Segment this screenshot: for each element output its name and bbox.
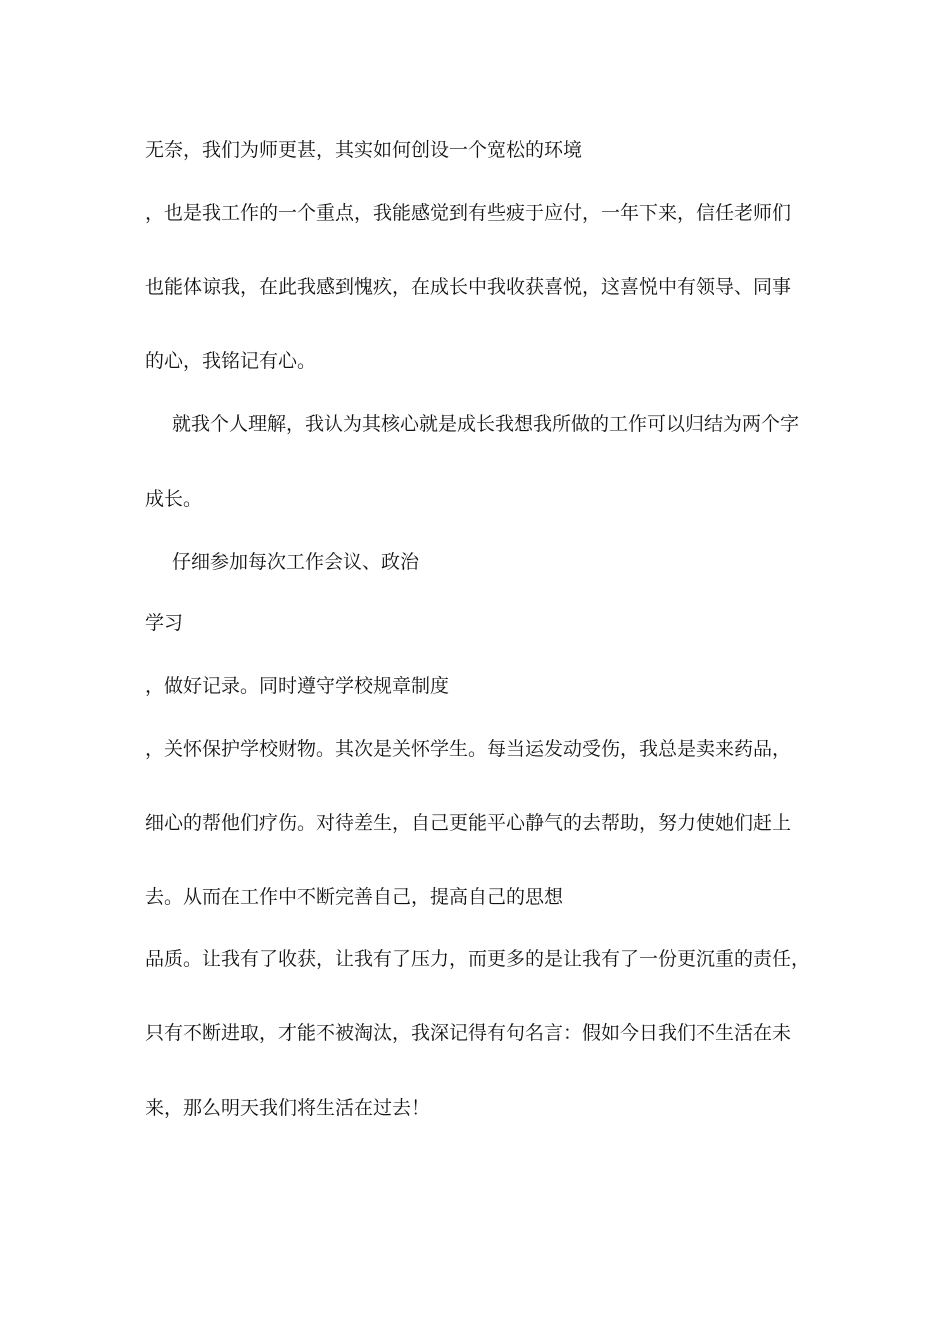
text-line: 学习: [145, 612, 184, 634]
text-line: 品质。让我有了收获，让我有了压力，而更多的是让我有了一份更沉重的责任，: [145, 948, 811, 970]
text-line: 的心，我铭记有心。: [145, 350, 317, 372]
text-line: 去。从而在工作中不断完善自己，提高自己的思想: [145, 886, 564, 908]
text-line: ，做好记录。同时遵守学校规章制度: [145, 675, 450, 697]
text-line: 就我个人理解，我认为其核心就是成长我想我所做的工作可以归结为两个字: [172, 413, 800, 435]
text-line: 成长。: [145, 488, 203, 510]
text-line: 无奈，我们为师更甚，其实如何创设一个宽松的环境: [145, 139, 583, 161]
text-line: 来，那么明天我们将生活在过去！: [145, 1097, 431, 1119]
text-line: 仔细参加每次工作会议、政治: [172, 551, 420, 573]
text-line: 细心的帮他们疗伤。对待差生，自己更能平心静气的去帮助，努力使她们赶上: [145, 812, 792, 834]
text-line: ，也是我工作的一个重点，我能感觉到有些疲于应付，一年下来，信任老师们: [145, 202, 792, 224]
text-line: 只有不断进取，才能不被淘汰，我深记得有句名言：假如今日我们不生活在未: [145, 1022, 792, 1044]
text-line: ，关怀保护学校财物。其次是关怀学生。每当运发动受伤，我总是卖来药品，: [145, 738, 792, 760]
text-line: 也能体谅我，在此我感到愧疚，在成长中我收获喜悦，这喜悦中有领导、同事: [145, 276, 792, 298]
